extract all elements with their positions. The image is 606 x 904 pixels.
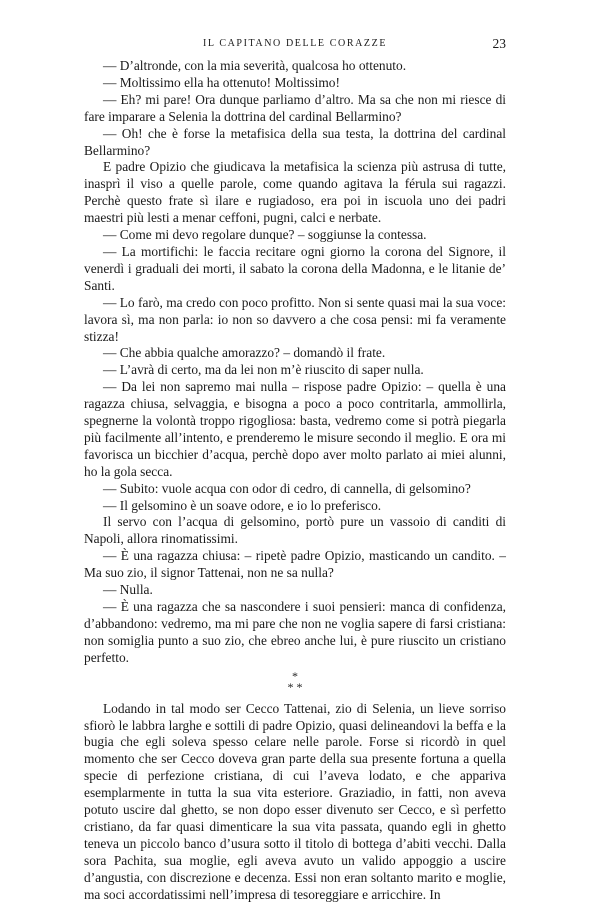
paragraph: — Nulla. bbox=[103, 582, 153, 598]
asterism-bottom: * * bbox=[287, 679, 303, 694]
page-header bbox=[84, 36, 506, 54]
paragraph: — Da lei non sapremo mai nulla – rispose padre Opizio: – quella è una ragazza chiusa, selvaggia, e bisogna a poco a poco contritarla, ammollirla, spegnerne la volontà troppo rigogliosa: basta, vedremo come si potrà piegarla più facilmente all’intento, e prenderemo le misure secondo il meglio. E ora mi favorisca un bicchier d’acqua, perchè dopo aver molto parlato ai miei alunni, ho la gola secca. bbox=[84, 379, 506, 479]
body-text bbox=[84, 58, 506, 904]
second-section bbox=[84, 701, 506, 904]
paragraph: — Subito: vuole acqua con odor di cedro, di cannella, di gelsomino? bbox=[103, 480, 471, 496]
paragraph: — L’avrà di certo, ma da lei non m’è riuscito di saper nulla. bbox=[103, 362, 424, 378]
paragraph: — È una ragazza che sa nascondere i suoi pensieri: manca di confidenza, d’abbandono: vedremo, ma mi pare che non ne voglia sapere di farsi cristiana: non somiglia punto a suo zio, che ebreo anche lui, è pure riuscito un cristiano perfetto. bbox=[84, 599, 506, 665]
paragraph: — Oh! che è forse la metafisica della sua testa, la dottrina del cardinal Bellarmino? bbox=[84, 125, 506, 158]
paragraph: — Moltissimo ella ha ottenuto! Moltissimo! bbox=[103, 74, 340, 90]
paragraph: — Lo farò, ma credo con poco profitto. Non si sente quasi mai la sua voce: lavora sì, ma non parla: io non so davvero a che cosa pensi: mi fa veramente stizza! bbox=[84, 294, 506, 344]
paragraph: — D’altronde, con la mia severità, qualcosa ho ottenuto. bbox=[103, 58, 407, 73]
section-break-asterism bbox=[84, 667, 506, 701]
paragraph: — Come mi devo regolare dunque? – soggiunse la contessa. bbox=[103, 227, 427, 243]
paragraph: E padre Opizio che giudicava la metafisica la scienza più astrusa di tutte, inasprì il viso a quelle parole, come quando agitava la férula sui ragazzi. Perchè questo frate sì ilare e rugiadoso, era poi in iscuola uno dei padri maestri più lesti a menar ceffoni, pugni, calci e nerbate. bbox=[84, 159, 506, 226]
paragraph: — È una ragazza chiusa: – ripetè padre Opizio, masticando un candito. – Ma suo zio, il signor Tattenai, non ne sa nulla? bbox=[84, 548, 506, 581]
asterism-top: * bbox=[292, 668, 298, 683]
paragraph: — Il gelsomino è un soave odore, e io lo preferisco. bbox=[103, 497, 382, 513]
running-title: IL CAPITANO DELLE CORAZZE bbox=[202, 38, 388, 49]
paragraph: Lodando in tal modo ser Cecco Tattenai, zio di Selenia, un lieve sorriso sfiorò le labbra larghe e sottili di padre Opizio, quasi delineandovi la beffa e la bugia che egli soleva spesso celare nelle parole. Forse si ricordò in quel momento che ser Cecco doveva gran parte della sua presente fortuna a quella specie di perfezione cristiana, di cui l’aveva lodato, e che appariva esemplarmente in tutta la sua vita esteriore. Graziadio, in fatti, non aveva potuto uscire dal ghetto, se non dopo esser divenuto ser Cecco, e sì perfetto cristiano, da far quasi dimenticare la sua vita passata, quando egli in ghetto teneva un piccolo banco d’usura sotto il titolo di bottega d’abiti vecchi. Dalla sora Pachita, sua moglie, egli aveva avuto un valido appoggio a uscire d’angustia, con discrezione e decenza. Essi non eran soltanto marito e moglie, ma soci accordatissimi nell’impresa di tesoreggiare e arricchire. In bbox=[84, 700, 506, 902]
paragraph: — Eh? mi pare! Ora dunque parliamo d’altro. Ma sa che non mi riesce di fare imparare a Selenia la dottrina del cardinal Bellarmino? bbox=[84, 91, 506, 124]
paragraph: Il servo con l’acqua di gelsomino, portò pure un vassoio di canditi di Napoli, allora rinomatissimi. bbox=[84, 514, 506, 547]
page-number: 23 bbox=[492, 36, 506, 51]
paragraph: — La mortifichi: le faccia recitare ogni giorno la corona del Signore, il venerdì i graduali dei morti, il sabato la corona della Madonna, e le litanie de’ Santi. bbox=[84, 243, 506, 293]
paragraph: — Che abbia qualche amorazzo? – domandò il frate. bbox=[103, 345, 386, 361]
